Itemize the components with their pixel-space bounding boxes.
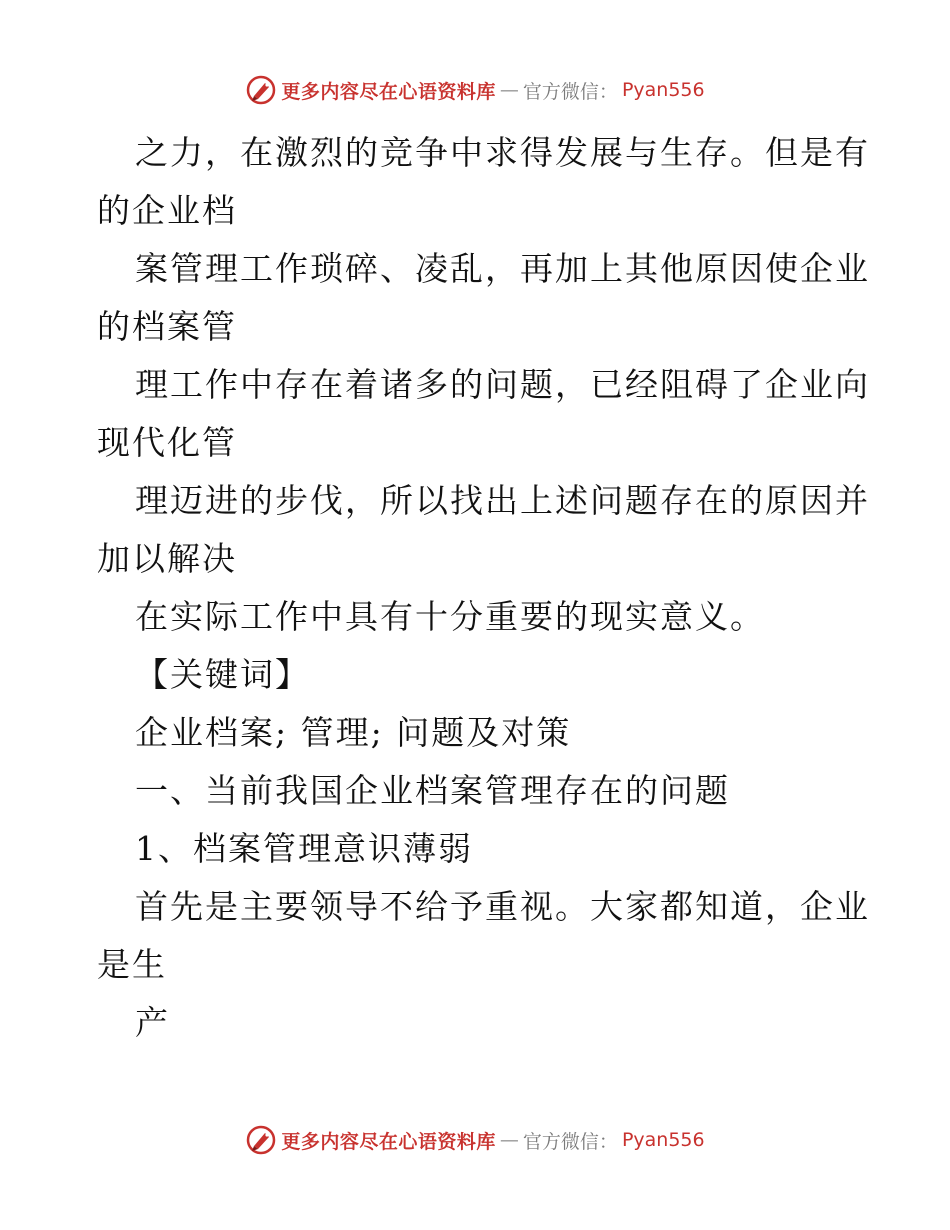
header-banner bbox=[0, 70, 950, 110]
paragraph-line: 是生 bbox=[97, 945, 167, 984]
pen-logo-icon bbox=[245, 1124, 277, 1156]
header-wechat-label: 官方微信： bbox=[522, 80, 618, 103]
pen-logo-icon bbox=[245, 74, 277, 106]
keywords-heading: 【关键词】 bbox=[135, 655, 310, 694]
paragraph-line: 案管理工作琐碎、凌乱，再加上其他原因使企业 bbox=[135, 249, 870, 288]
paragraph-line: 现代化管 bbox=[97, 423, 237, 462]
paragraph-line: 的档案管 bbox=[97, 307, 237, 346]
header-dash: — bbox=[499, 79, 519, 101]
paragraph-line: 理迈进的步伐，所以找出上述问题存在的原因并 bbox=[135, 481, 870, 520]
paragraph-line: 之力，在激烈的竞争中求得发展与生存。但是有 bbox=[135, 133, 870, 172]
document-body bbox=[97, 124, 870, 1052]
footer-wechat-id: Pyan556 bbox=[621, 1129, 705, 1151]
footer-banner-inner bbox=[245, 1124, 704, 1156]
paragraph-line: 首先是主要领导不给予重视。大家都知道，企业 bbox=[135, 887, 870, 926]
footer-dash: — bbox=[499, 1129, 519, 1151]
section-heading: 一、当前我国企业档案管理存在的问题 bbox=[135, 771, 730, 810]
header-brand-text: 更多内容尽在心语资料库 bbox=[281, 80, 496, 103]
paragraph-line: 的企业档 bbox=[97, 191, 237, 230]
paragraph-line: 加以解决 bbox=[97, 539, 237, 578]
footer-brand-text: 更多内容尽在心语资料库 bbox=[281, 1130, 496, 1153]
header-wechat-id: Pyan556 bbox=[621, 79, 705, 101]
paragraph-line: 产 bbox=[135, 1003, 170, 1042]
header-banner-inner bbox=[245, 74, 704, 106]
keywords-list: 企业档案; 管理; 问题及对策 bbox=[135, 713, 572, 752]
footer-wechat-label: 官方微信： bbox=[522, 1130, 618, 1153]
footer-banner bbox=[0, 1120, 950, 1160]
subsection-heading: 1、档案管理意识薄弱 bbox=[135, 829, 473, 868]
paragraph-line: 理工作中存在着诸多的问题，已经阻碍了企业向 bbox=[135, 365, 870, 404]
paragraph-line: 在实际工作中具有十分重要的现实意义。 bbox=[135, 597, 765, 636]
